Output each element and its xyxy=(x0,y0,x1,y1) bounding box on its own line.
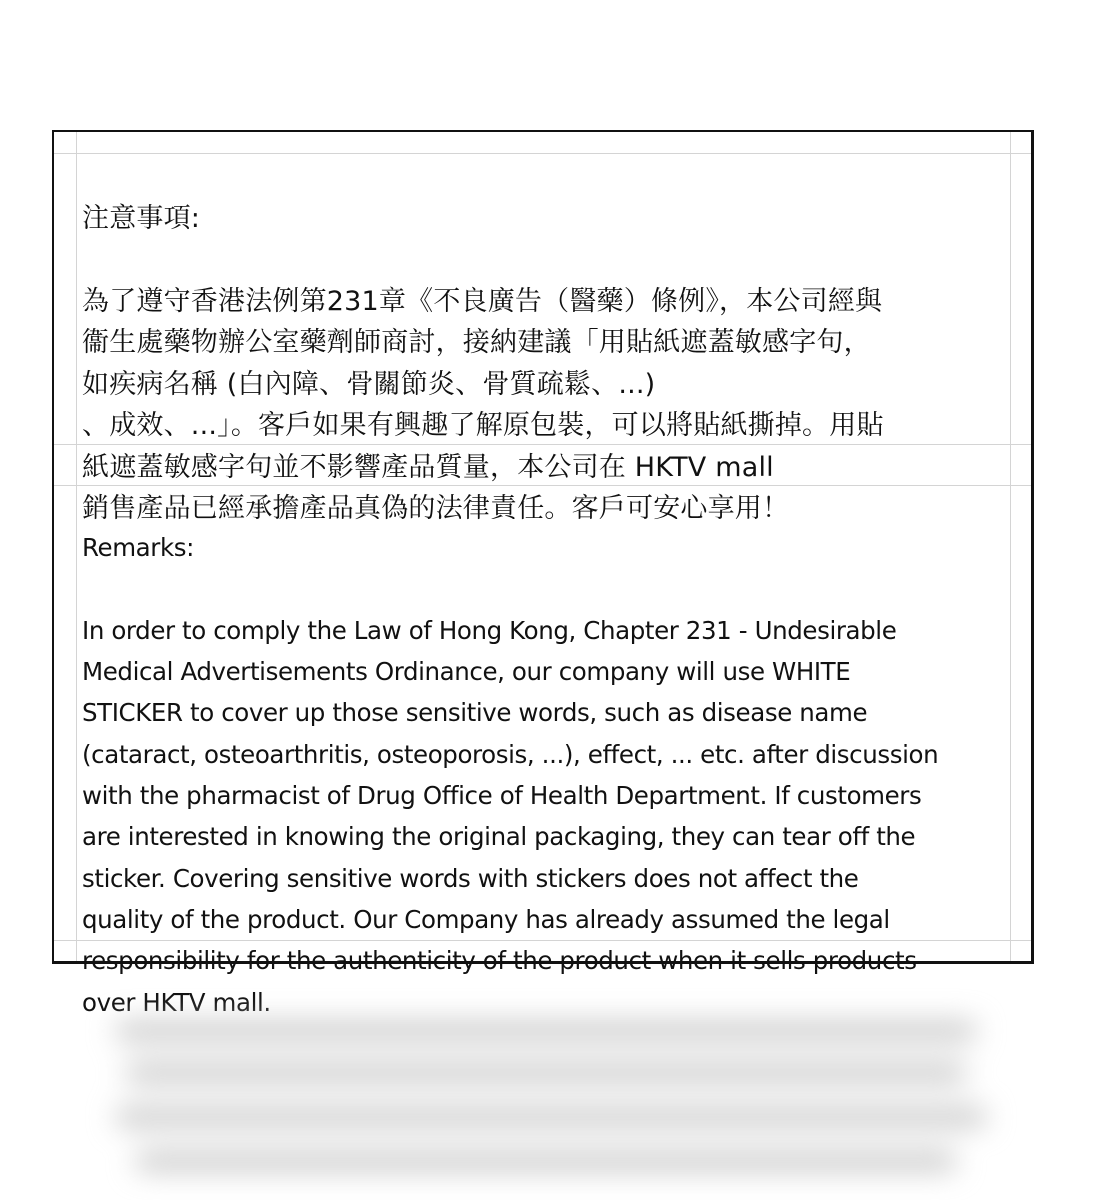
english-remarks-body: In order to comply the Law of Hong Kong, Chapter 231 - Undesirable Medical Advertisements Ordinance, our company will use WHITE STICKER to cover up those sensitive words, such as disease name (cataract, osteoarthritis, osteoporosis, ...), effect, ... etc. after discussion with the pharmacist of Drug Office of Health Department. If customers are interested in knowing the original packaging, they can tear off the sticker. Covering sensitive words with stickers does not affect the quality of the product. Our Company has already assumed the legal responsibility for the authenticity of the product when it sells products over HKTV mall. xyxy=(82,615,939,1017)
blurred-text-line xyxy=(116,1022,976,1040)
blurred-text-line xyxy=(136,1152,956,1170)
blurred-content-area xyxy=(96,1012,996,1180)
spreadsheet-notice-table xyxy=(52,130,1034,1017)
chinese-notice-body: 為了遵守香港法例第231章《不良廣告（醫藥）條例》，本公司經與 衞生處藥物辦公室藥劑師商討，接納建議「用貼紙遮蓋敏感字句， 如疾病名稱 (白內障、骨關節炎、骨質疏鬆、...) 、成效、...」。客戶如果有興趣了解原包裝，可以將貼紙撕掉。用貼 紙遮蓋敏感字句並不影響產品質量，本公司在 HKTV mall 銷售產品已經承擔產品真偽的法律責任。客戶可安心享用！ xyxy=(82,285,884,524)
row-gridline xyxy=(54,153,1031,154)
blurred-text-line xyxy=(126,1064,966,1082)
blurred-text-line xyxy=(116,1108,986,1126)
chinese-notice-title: 注意事項: xyxy=(82,202,201,234)
english-remarks-cell xyxy=(82,486,1016,1064)
column-gridline xyxy=(76,132,77,961)
english-remarks-title: Remarks: xyxy=(82,533,194,563)
